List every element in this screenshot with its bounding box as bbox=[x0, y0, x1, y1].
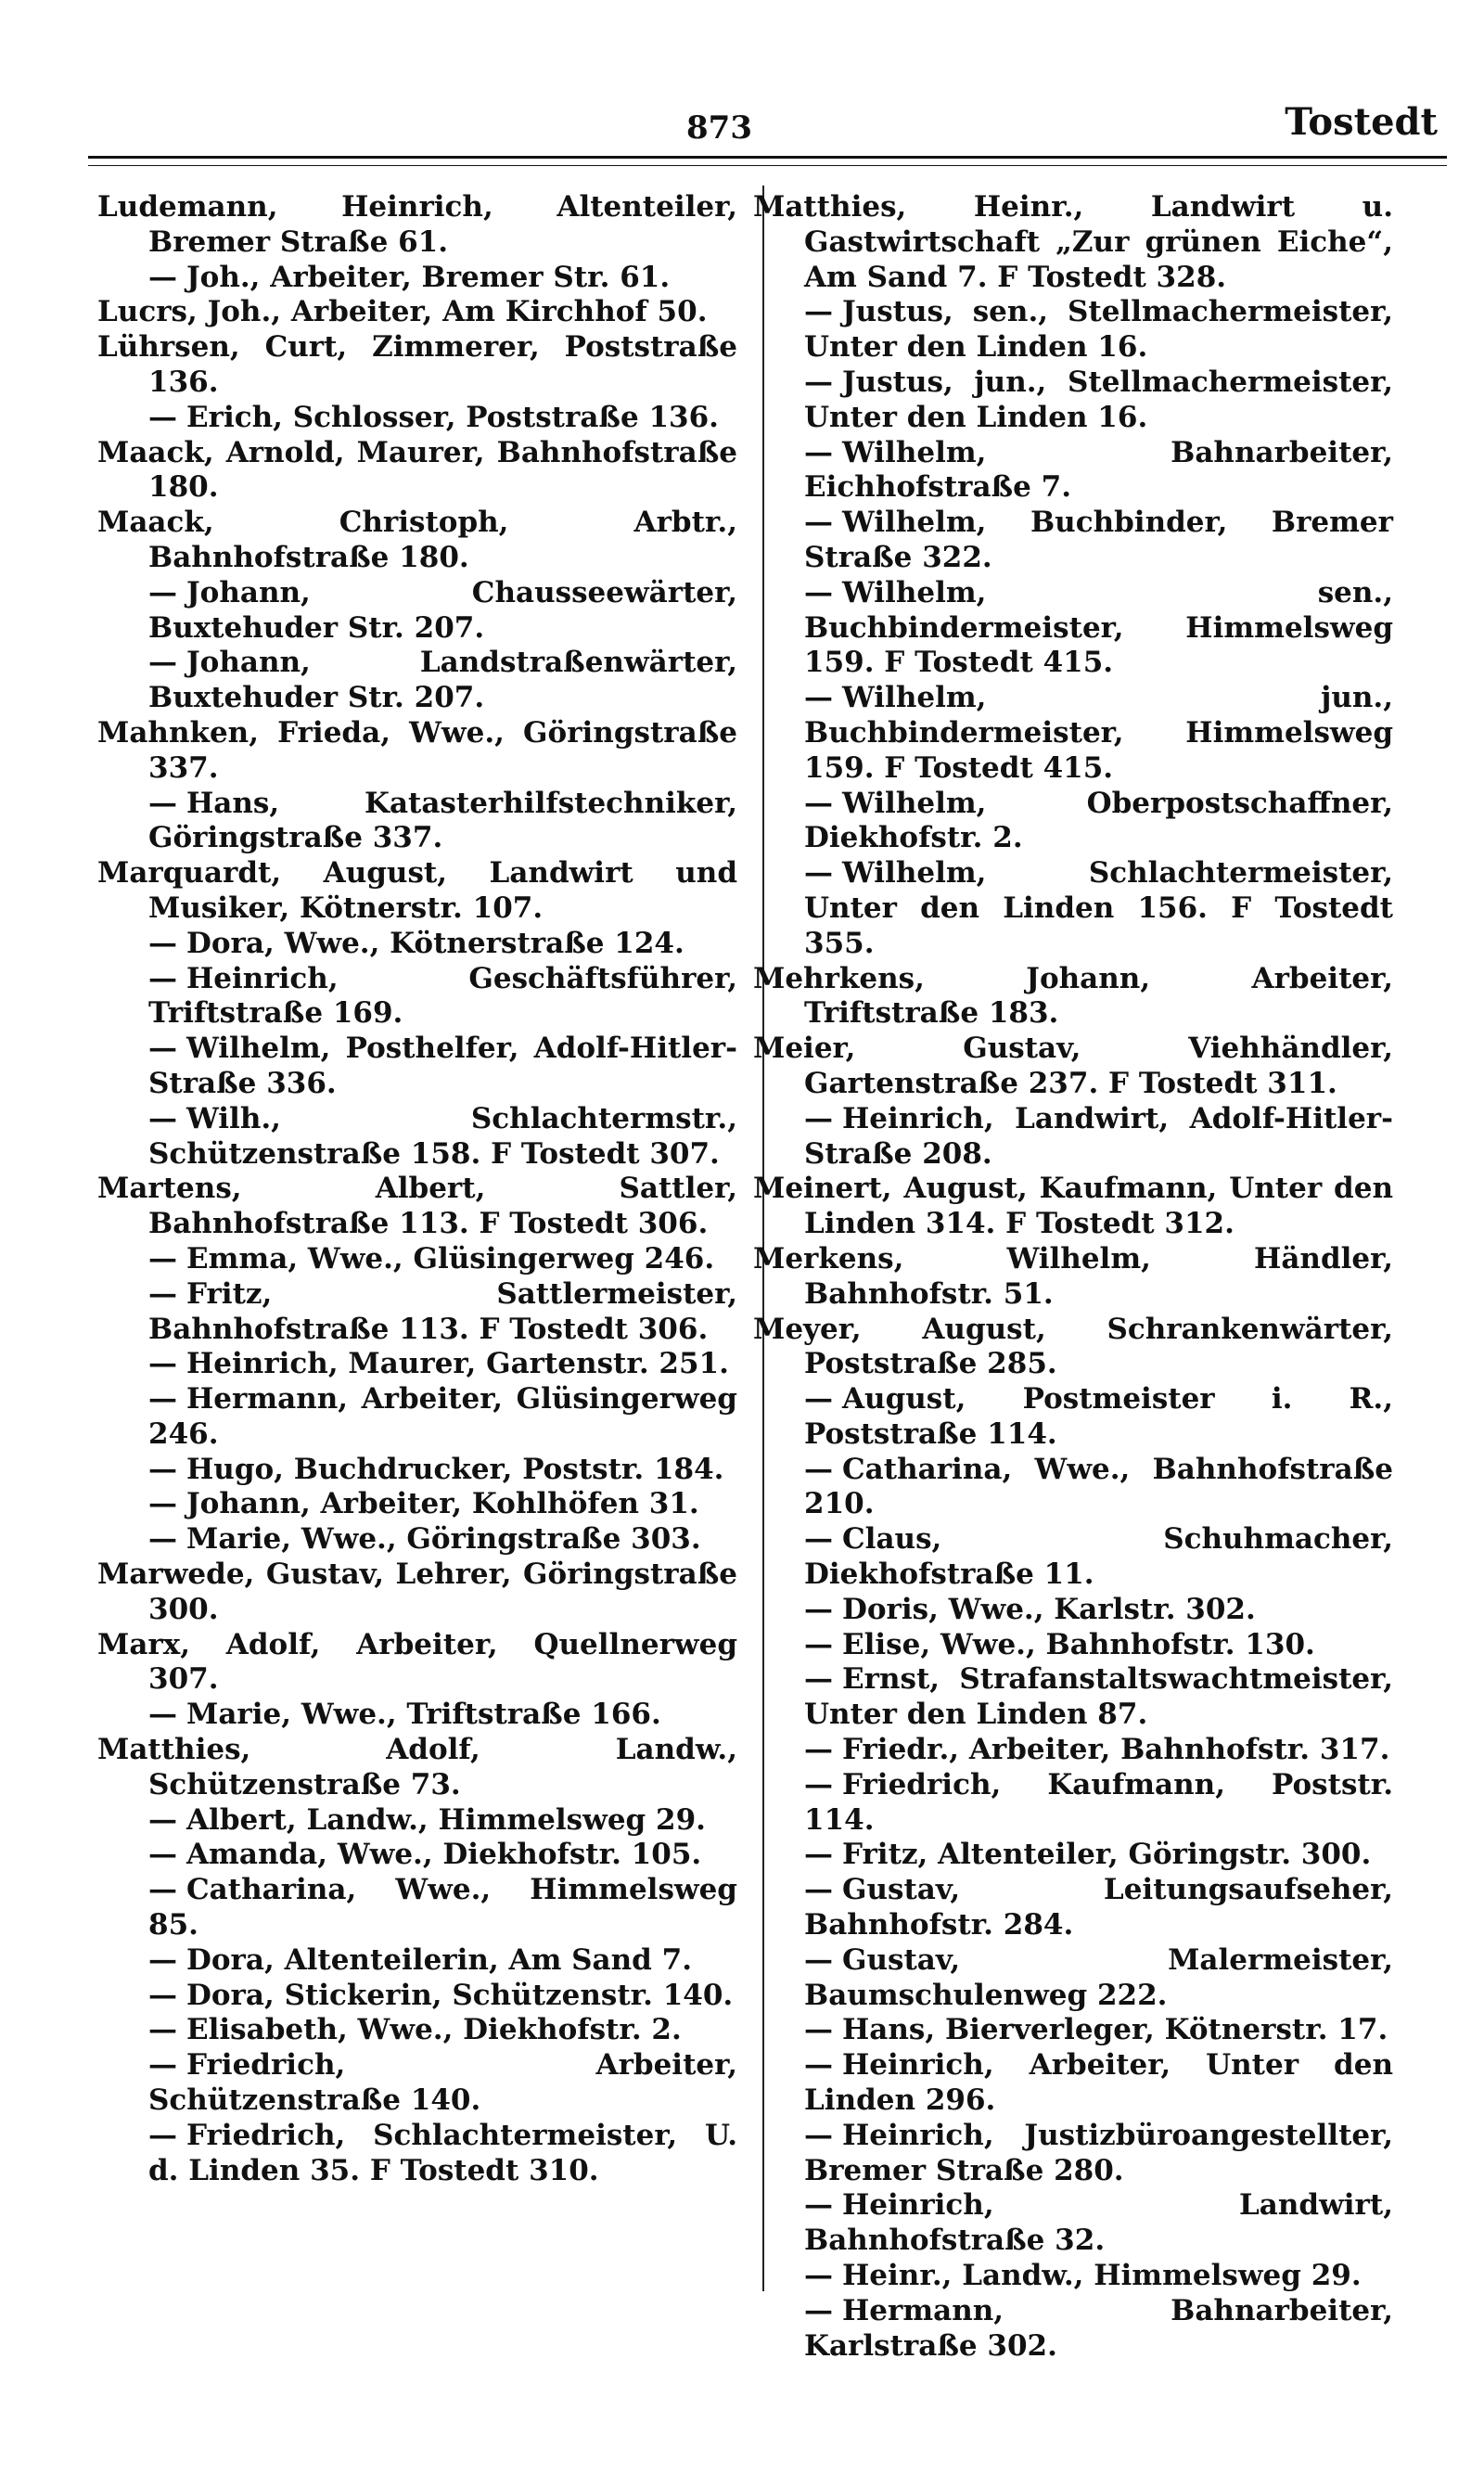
repeat-dash: — bbox=[148, 1978, 177, 2012]
directory-subentry bbox=[97, 1698, 737, 1733]
directory-subentry bbox=[753, 1453, 1393, 1523]
repeat-dash: — bbox=[804, 1662, 833, 1697]
directory-entry bbox=[97, 190, 737, 261]
entry-text: Joh., Arbeiter, Bremer Str. 61. bbox=[186, 260, 671, 294]
directory-subentry bbox=[97, 1803, 737, 1839]
entry-text: Heinrich, Justizbüroangestellter, Bremer Straße 280. bbox=[804, 2118, 1393, 2187]
repeat-dash: — bbox=[804, 1942, 833, 1977]
directory-subentry bbox=[753, 2119, 1393, 2189]
directory-subentry bbox=[97, 1347, 737, 1382]
entry-text: Lührsen, Curt, Zimmerer, Poststraße 136. bbox=[97, 330, 737, 399]
entry-text: Friedrich, Schlachtermeister, U. d. Linden 35. F Tostedt 310. bbox=[148, 2118, 737, 2187]
entry-text: Wilhelm, Bahnarbeiter, Eichhofstraße 7. bbox=[804, 435, 1393, 505]
entry-text: Meyer, August, Schrankenwärter, Poststraße 285. bbox=[753, 1312, 1393, 1381]
entry-text: Dora, Altenteilerin, Am Sand 7. bbox=[186, 1942, 693, 1977]
repeat-dash: — bbox=[148, 2118, 177, 2152]
directory-subentry bbox=[753, 787, 1393, 857]
entry-text: Gustav, Malermeister, Baumschulenweg 222. bbox=[804, 1942, 1393, 2012]
directory-subentry bbox=[753, 1102, 1393, 1173]
directory-subentry bbox=[753, 2259, 1393, 2294]
directory-entry bbox=[753, 1242, 1393, 1313]
repeat-dash: — bbox=[148, 1032, 177, 1066]
directory-subentry bbox=[753, 1943, 1393, 2014]
entry-text: Catharina, Wwe., Himmelsweg 85. bbox=[148, 1873, 737, 1942]
directory-subentry bbox=[97, 927, 737, 962]
repeat-dash: — bbox=[148, 1487, 177, 1521]
repeat-dash: — bbox=[148, 1942, 177, 1977]
repeat-dash: — bbox=[804, 2259, 833, 2293]
directory-subentry bbox=[97, 1979, 737, 2014]
entry-text: Heinrich, Maurer, Gartenstr. 251. bbox=[186, 1347, 729, 1381]
directory-subentry bbox=[97, 787, 737, 857]
entry-text: Wilhelm, jun., Buchbindermeister, Himmelsweg 159. F Tostedt 415. bbox=[804, 681, 1393, 785]
directory-subentry bbox=[753, 1382, 1393, 1453]
repeat-dash: — bbox=[148, 575, 177, 609]
header-rule-thick bbox=[88, 156, 1447, 159]
entry-text: Johann, Arbeiter, Kohlhöfen 31. bbox=[186, 1487, 699, 1521]
directory-subentry bbox=[753, 681, 1393, 786]
entry-text: Friedrich, Kaufmann, Poststr. 114. bbox=[804, 1767, 1393, 1837]
repeat-dash: — bbox=[804, 786, 833, 820]
entry-text: Dora, Wwe., Kötnerstraße 124. bbox=[186, 926, 684, 960]
directory-entry bbox=[753, 1313, 1393, 1383]
directory-entry bbox=[97, 295, 737, 330]
entry-text: Merkens, Wilhelm, Händler, Bahnhofstr. 51. bbox=[753, 1241, 1393, 1311]
directory-entry bbox=[97, 330, 737, 401]
entry-text: Wilhelm, Posthelfer, Adolf-Hitler-Straße 336. bbox=[148, 1032, 737, 1100]
directory-subentry bbox=[97, 1382, 737, 1453]
repeat-dash: — bbox=[804, 1452, 833, 1486]
directory-entry bbox=[753, 190, 1393, 295]
directory-subentry bbox=[97, 401, 737, 436]
entry-text: Meinert, August, Kaufmann, Unter den Linden 314. F Tostedt 312. bbox=[753, 1172, 1393, 1241]
entry-text: Claus, Schuhmacher, Diekhofstraße 11. bbox=[804, 1522, 1393, 1592]
directory-subentry bbox=[97, 1102, 737, 1173]
directory-subentry bbox=[753, 1662, 1393, 1733]
entry-text: Ludemann, Heinrich, Altenteiler, Bremer Straße 61. bbox=[97, 190, 737, 259]
repeat-dash: — bbox=[148, 1873, 177, 1907]
entry-text: Heinrich, Arbeiter, Unter den Linden 296. bbox=[804, 2048, 1393, 2118]
repeat-dash: — bbox=[804, 2048, 833, 2083]
entry-text: Meier, Gustav, Viehhändler, Gartenstraße 237. F Tostedt 311. bbox=[753, 1032, 1393, 1100]
repeat-dash: — bbox=[148, 646, 177, 680]
repeat-dash: — bbox=[148, 1276, 177, 1311]
entry-text: Emma, Wwe., Glüsingerweg 246. bbox=[186, 1241, 715, 1275]
directory-subentry bbox=[97, 2013, 737, 2048]
repeat-dash: — bbox=[804, 1838, 833, 1872]
entry-text: Wilhelm, Schlachtermeister, Unter den Linden 156. F Tostedt 355. bbox=[804, 856, 1393, 960]
repeat-dash: — bbox=[148, 1522, 177, 1557]
entry-text: Fritz, Sattlermeister, Bahnhofstraße 113. F Tostedt 306. bbox=[148, 1276, 737, 1346]
directory-subentry bbox=[753, 436, 1393, 506]
repeat-dash: — bbox=[148, 1838, 177, 1872]
directory-subentry bbox=[753, 1628, 1393, 1663]
directory-subentry bbox=[97, 1943, 737, 1979]
entry-text: Mahnken, Frieda, Wwe., Göringstraße 337. bbox=[97, 715, 737, 785]
entry-text: Justus, jun., Stellmachermeister, Unter den Linden 16. bbox=[804, 365, 1393, 434]
directory-subentry bbox=[97, 1873, 737, 1943]
repeat-dash: — bbox=[804, 681, 833, 715]
directory-entry bbox=[753, 1032, 1393, 1102]
entry-text: Justus, sen., Stellmachermeister, Unter den Linden 16. bbox=[804, 295, 1393, 365]
repeat-dash: — bbox=[148, 400, 177, 434]
directory-subentry bbox=[97, 2048, 737, 2119]
entry-text: August, Postmeister i. R., Poststraße 114. bbox=[804, 1382, 1393, 1451]
directory-subentry bbox=[97, 1032, 737, 1102]
entry-text: Heinrich, Landwirt, Adolf-Hitler-Straße 208. bbox=[804, 1101, 1393, 1171]
directory-subentry bbox=[97, 576, 737, 647]
entry-text: Friedr., Arbeiter, Bahnhofstr. 317. bbox=[842, 1733, 1390, 1767]
directory-subentry bbox=[753, 295, 1393, 365]
entry-text: Wilhelm, Buchbinder, Bremer Straße 322. bbox=[804, 506, 1393, 574]
directory-subentry bbox=[97, 2119, 737, 2189]
repeat-dash: — bbox=[804, 1627, 833, 1661]
directory-subentry bbox=[753, 1768, 1393, 1839]
directory-entry bbox=[97, 1733, 737, 1803]
repeat-dash: — bbox=[804, 575, 833, 609]
header-rule-thin bbox=[88, 165, 1447, 166]
page-number: 873 bbox=[686, 109, 752, 147]
directory-subentry bbox=[753, 1838, 1393, 1873]
repeat-dash: — bbox=[148, 2048, 177, 2083]
entry-text: Ernst, Strafanstaltswachtmeister, Unter den Linden 87. bbox=[804, 1662, 1393, 1732]
entry-text: Catharina, Wwe., Bahnhofstraße 210. bbox=[804, 1452, 1393, 1521]
directory-subentry bbox=[97, 1277, 737, 1348]
repeat-dash: — bbox=[804, 1733, 833, 1767]
directory-subentry bbox=[753, 1522, 1393, 1593]
entry-text: Heinrich, Landwirt, Bahnhofstraße 32. bbox=[804, 2188, 1393, 2258]
repeat-dash: — bbox=[804, 2118, 833, 2152]
entry-text: Marie, Wwe., Göringstraße 303. bbox=[186, 1522, 701, 1557]
directory-subentry bbox=[97, 1453, 737, 1488]
directory-entry bbox=[97, 716, 737, 787]
entry-text: Heinr., Landw., Himmelsweg 29. bbox=[842, 2259, 1362, 2293]
entry-text: Doris, Wwe., Karlstr. 302. bbox=[842, 1592, 1256, 1626]
repeat-dash: — bbox=[804, 506, 833, 540]
directory-entry bbox=[97, 436, 737, 506]
entry-text: Hermann, Arbeiter, Glüsingerweg 246. bbox=[148, 1382, 737, 1451]
repeat-dash: — bbox=[148, 1347, 177, 1381]
directory-entry bbox=[97, 506, 737, 576]
repeat-dash: — bbox=[804, 2293, 833, 2327]
directory-subentry bbox=[753, 576, 1393, 681]
right-column bbox=[753, 190, 1393, 2364]
directory-subentry bbox=[753, 1733, 1393, 1768]
directory-subentry bbox=[753, 1873, 1393, 1943]
directory-subentry bbox=[753, 2048, 1393, 2119]
repeat-dash: — bbox=[148, 1802, 177, 1837]
repeat-dash: — bbox=[804, 1101, 833, 1135]
entry-text: Matthies, Adolf, Landw., Schützenstraße 73. bbox=[97, 1733, 737, 1801]
repeat-dash: — bbox=[148, 1452, 177, 1486]
repeat-dash: — bbox=[804, 365, 833, 399]
directory-subentry bbox=[753, 856, 1393, 961]
directory-subentry bbox=[97, 1487, 737, 1522]
directory-subentry bbox=[97, 962, 737, 1032]
entry-text: Marie, Wwe., Triftstraße 166. bbox=[186, 1698, 661, 1732]
entry-text: Erich, Schlosser, Poststraße 136. bbox=[186, 400, 719, 434]
repeat-dash: — bbox=[804, 435, 833, 469]
entry-text: Marx, Adolf, Arbeiter, Quellnerweg 307. bbox=[97, 1627, 737, 1697]
directory-subentry bbox=[753, 506, 1393, 576]
repeat-dash: — bbox=[148, 1241, 177, 1275]
entry-text: Maack, Christoph, Arbtr., Bahnhofstraße 180. bbox=[97, 506, 737, 574]
entry-text: Johann, Chausseewärter, Buxtehuder Str. 207. bbox=[148, 575, 737, 645]
repeat-dash: — bbox=[804, 1767, 833, 1801]
directory-subentry bbox=[753, 1593, 1393, 1628]
repeat-dash: — bbox=[148, 1101, 177, 1135]
left-column bbox=[97, 190, 737, 2188]
directory-subentry bbox=[97, 646, 737, 716]
repeat-dash: — bbox=[804, 1592, 833, 1626]
repeat-dash: — bbox=[804, 2013, 833, 2047]
repeat-dash: — bbox=[148, 786, 177, 820]
entry-text: Martens, Albert, Sattler, Bahnhofstraße 113. F Tostedt 306. bbox=[97, 1172, 737, 1241]
entry-text: Dora, Stickerin, Schützenstr. 140. bbox=[186, 1978, 734, 2012]
directory-subentry bbox=[753, 2294, 1393, 2365]
entry-text: Hans, Bierverleger, Kötnerstr. 17. bbox=[842, 2013, 1388, 2047]
entry-text: Johann, Landstraßenwärter, Buxtehuder Str. 207. bbox=[148, 646, 737, 715]
entry-text: Albert, Landw., Himmelsweg 29. bbox=[186, 1802, 706, 1837]
repeat-dash: — bbox=[804, 1382, 833, 1416]
directory-entry bbox=[97, 856, 737, 927]
directory-subentry bbox=[753, 365, 1393, 436]
entry-text: Marwede, Gustav, Lehrer, Göringstraße 300. bbox=[97, 1557, 737, 1626]
entry-text: Gustav, Leitungsaufseher, Bahnhofstr. 284. bbox=[804, 1873, 1393, 1942]
repeat-dash: — bbox=[148, 2013, 177, 2047]
entry-text: Heinrich, Geschäftsführer, Triftstraße 169. bbox=[148, 961, 737, 1031]
entry-text: Wilhelm, Oberpostschaffner, Diekhofstr. 2. bbox=[804, 786, 1393, 855]
entry-text: Mehrkens, Johann, Arbeiter, Triftstraße 183. bbox=[753, 961, 1393, 1031]
entry-text: Matthies, Heinr., Landwirt u. Gastwirtschaft „Zur grünen Eiche“, Am Sand 7. F Tostedt 328. bbox=[753, 190, 1393, 294]
directory-subentry bbox=[97, 1242, 737, 1277]
repeat-dash: — bbox=[148, 1698, 177, 1732]
repeat-dash: — bbox=[148, 260, 177, 294]
directory-subentry bbox=[97, 1838, 737, 1873]
directory-subentry bbox=[97, 1522, 737, 1557]
entry-text: Maack, Arnold, Maurer, Bahnhofstraße 180. bbox=[97, 435, 737, 505]
directory-subentry bbox=[753, 2013, 1393, 2048]
repeat-dash: — bbox=[804, 1522, 833, 1557]
repeat-dash: — bbox=[804, 295, 833, 329]
running-head: Tostedt bbox=[1285, 100, 1438, 144]
repeat-dash: — bbox=[148, 961, 177, 995]
repeat-dash: — bbox=[804, 856, 833, 891]
directory-entry bbox=[97, 1557, 737, 1628]
entry-text: Elisabeth, Wwe., Diekhofstr. 2. bbox=[186, 2013, 682, 2047]
entry-text: Wilhelm, sen., Buchbindermeister, Himmelsweg 159. F Tostedt 415. bbox=[804, 575, 1393, 680]
directory-subentry bbox=[753, 2188, 1393, 2259]
directory-entry bbox=[97, 1172, 737, 1242]
entry-text: Friedrich, Arbeiter, Schützenstraße 140. bbox=[148, 2048, 737, 2118]
entry-text: Lucrs, Joh., Arbeiter, Am Kirchhof 50. bbox=[97, 295, 708, 329]
entry-text: Marquardt, August, Landwirt und Musiker, Kötnerstr. 107. bbox=[97, 856, 737, 925]
repeat-dash: — bbox=[148, 926, 177, 960]
directory-entry bbox=[753, 1172, 1393, 1242]
entry-text: Hugo, Buchdrucker, Poststr. 184. bbox=[186, 1452, 724, 1486]
directory-entry bbox=[97, 1628, 737, 1698]
repeat-dash: — bbox=[804, 2188, 833, 2223]
repeat-dash: — bbox=[804, 1873, 833, 1907]
entry-text: Hans, Katasterhilfstechniker, Göringstraße 337. bbox=[148, 786, 737, 855]
entry-text: Wilh., Schlachtermstr., Schützenstraße 158. F Tostedt 307. bbox=[148, 1101, 737, 1171]
entry-text: Fritz, Altenteiler, Göringstr. 300. bbox=[842, 1838, 1372, 1872]
directory-entry bbox=[753, 962, 1393, 1032]
entry-text: Elise, Wwe., Bahnhofstr. 130. bbox=[842, 1627, 1315, 1661]
entry-text: Hermann, Bahnarbeiter, Karlstraße 302. bbox=[804, 2293, 1393, 2363]
directory-subentry bbox=[97, 261, 737, 296]
repeat-dash: — bbox=[148, 1382, 177, 1416]
entry-text: Amanda, Wwe., Diekhofstr. 105. bbox=[186, 1838, 702, 1872]
